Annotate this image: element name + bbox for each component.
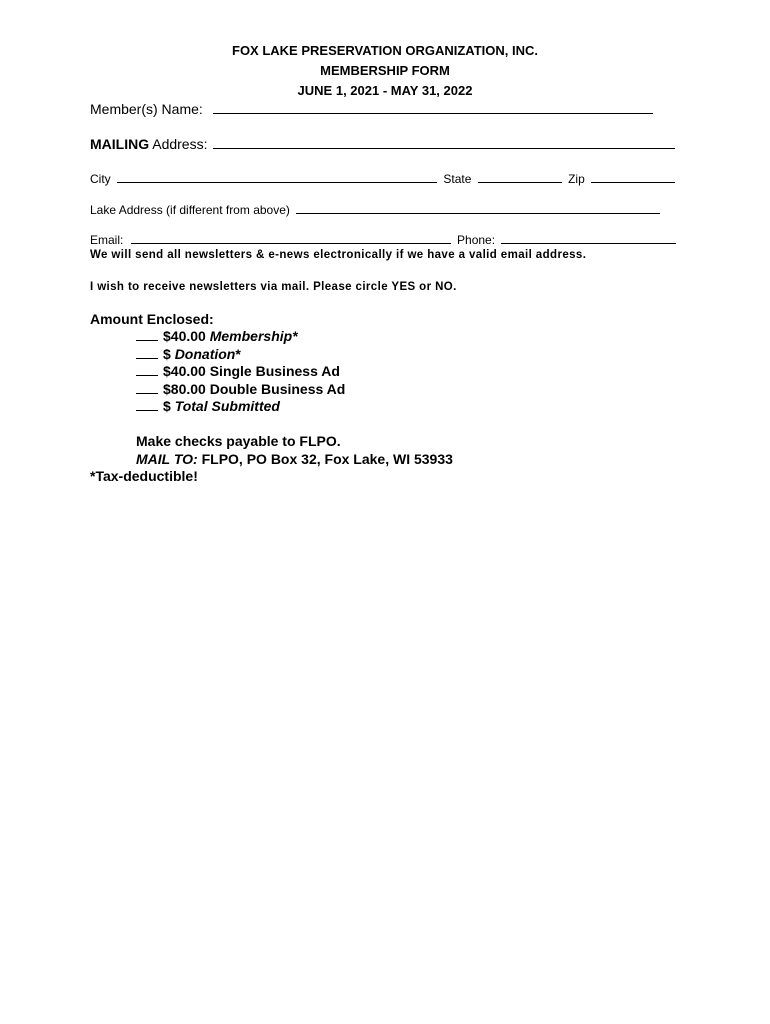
membership-line	[136, 328, 298, 344]
single-ad-blank[interactable]	[136, 374, 158, 376]
state-label: State	[443, 172, 472, 186]
total-amount: $	[163, 398, 171, 414]
total-line	[136, 398, 280, 414]
total-label: Total Submitted	[174, 398, 280, 414]
zip-label: Zip	[568, 172, 585, 186]
lake-address-label: Lake Address (if different from above)	[90, 203, 290, 217]
donation-star: *	[235, 346, 241, 362]
phone-field[interactable]	[501, 242, 676, 244]
members-name-field[interactable]	[213, 112, 653, 114]
single-ad-label: $40.00 Single Business Ad	[163, 363, 340, 379]
city-state-zip-row	[90, 172, 675, 186]
donation-blank[interactable]	[136, 357, 158, 359]
zip-field[interactable]	[591, 181, 675, 183]
donation-amount: $	[163, 346, 171, 362]
lake-address-field[interactable]	[296, 212, 660, 214]
checks-payable-note: Make checks payable to FLPO.	[136, 433, 341, 449]
phone-label: Phone:	[457, 233, 496, 247]
amount-heading: Amount Enclosed:	[90, 311, 214, 327]
mailing-address-label: Address:	[152, 136, 208, 152]
members-name-label: Member(s) Name:	[90, 101, 203, 117]
mailing-address-row	[90, 136, 675, 152]
mail-to-label: MAIL TO:	[136, 451, 198, 467]
membership-blank[interactable]	[136, 339, 158, 341]
double-ad-label: $80.00 Double Business Ad	[163, 381, 346, 397]
total-blank[interactable]	[136, 409, 158, 411]
newsletter-mail-note: I wish to receive newsletters via mail. Please circle YES or NO.	[90, 281, 457, 293]
tax-deductible-footnote: *Tax-deductible!	[90, 468, 198, 484]
email-phone-row	[90, 233, 676, 247]
single-ad-line	[136, 363, 340, 379]
membership-label: Membership*	[209, 328, 298, 344]
email-field[interactable]	[131, 242, 451, 244]
double-ad-blank[interactable]	[136, 392, 158, 394]
mail-to-line	[136, 451, 453, 467]
city-field[interactable]	[117, 181, 437, 183]
state-field[interactable]	[478, 181, 562, 183]
lake-address-row	[90, 203, 660, 217]
city-label: City	[90, 172, 111, 186]
mailing-bold-label: MAILING	[90, 136, 150, 152]
mail-to-address: FLPO, PO Box 32, Fox Lake, WI 53933	[201, 451, 453, 467]
membership-amount: $40.00	[163, 328, 206, 344]
double-ad-line	[136, 381, 345, 397]
donation-line	[136, 346, 241, 362]
members-name-row	[90, 101, 653, 117]
donation-label: Donation	[174, 346, 236, 362]
form-period: JUNE 1, 2021 - MAY 31, 2022	[297, 83, 473, 98]
newsletter-email-note: We will send all newsletters & e-news electronically if we have a valid email address.	[90, 249, 587, 261]
org-name: FOX LAKE PRESERVATION ORGANIZATION, INC.	[232, 43, 538, 58]
form-title: MEMBERSHIP FORM	[320, 63, 450, 78]
email-label: Email:	[90, 233, 124, 247]
mailing-address-field[interactable]	[213, 147, 675, 149]
